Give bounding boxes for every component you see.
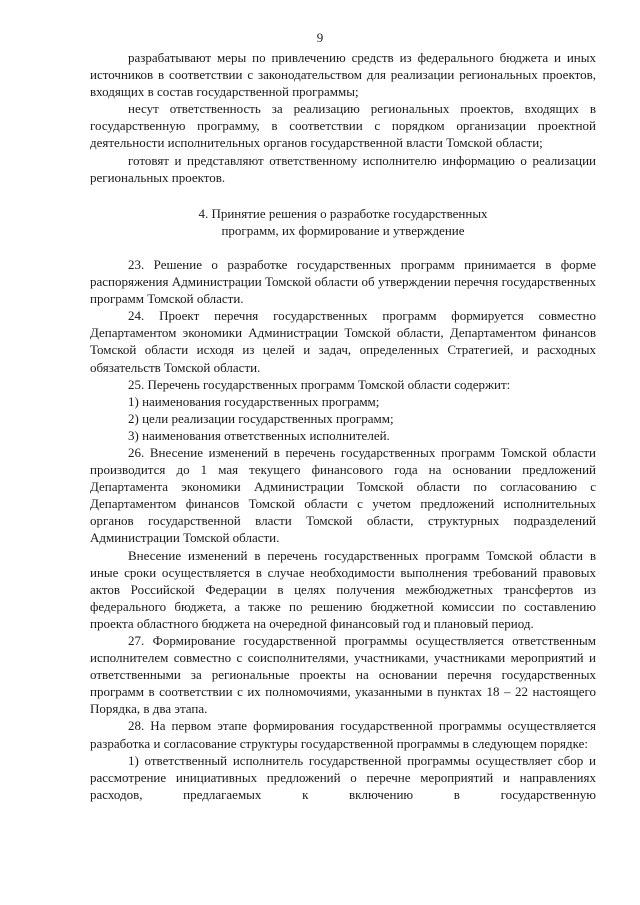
- paragraph: 26. Внесение изменений в перечень государственных программ Томской области производится до 1 мая текущего финансового года на основании предложений Департамента экономики Администрации Томской области по согласованию с Департаментом финансов Томской области с учетом предложений исполнительных органов государственной власти Томской области, структурных подразделений Администрации Томской области.: [90, 444, 596, 546]
- paragraph: 25. Перечень государственных программ Томской области содержит:: [128, 376, 511, 392]
- paragraph: готовят и представляют ответственному исполнителю информацию о реализации региональных проектов.: [90, 152, 596, 185]
- page-number: 9: [316, 30, 324, 45]
- list-item: 3) наименования ответственных исполнителей.: [128, 427, 390, 443]
- paragraph: разрабатывают меры по привлечению средств из федерального бюджета и иных источников в соответствии с законодательством для реализации региональных проектов, входящих в состав государственной программы;: [90, 50, 596, 100]
- section-heading-line-1: 4. Принятие решения о разработке государственных: [198, 205, 488, 221]
- section-heading: [90, 205, 596, 239]
- paragraph: несут ответственность за реализацию региональных проектов, входящих в государственную программу, в соответствии с порядком организации проектной деятельности исполнительных органов государственной власти Томской области;: [90, 101, 596, 151]
- paragraph: Внесение изменений в перечень государственных программ Томской области в иные сроки осуществляется в случае необходимости выполнения требований правовых актов Российской Федерации в целях получения межбюджетных трансфертов из федерального бюджета, а также по решению бюджетной комиссии по составлению проекта областного бюджета на очередной финансовый год и плановый период.: [90, 547, 596, 631]
- paragraph: 1) ответственный исполнитель государственной программы осуществляет сбор и рассмотрение инициативных предложений о перечне мероприятий и направлениях расходов, предлагаемых к включению в государственную: [90, 752, 596, 802]
- list-item: 2) цели реализации государственных программ;: [128, 410, 394, 426]
- document-body: [90, 49, 596, 803]
- paragraph: 24. Проект перечня государственных программ формируется совместно Департаментом экономики Администрации Томской области, Департаментом финансов Томской области исходя из целей и задач, определенных Стратегией, и расходных обязательств Томской области.: [90, 308, 596, 375]
- section-heading-line-2: программ, их формирование и утверждение: [221, 222, 465, 238]
- paragraph: 23. Решение о разработке государственных программ принимается в форме распоряжения Администрации Томской области об утверждении перечня государственных программ Томской области.: [90, 256, 596, 307]
- paragraph: 27. Формирование государственной программы осуществляется ответственным исполнителем совместно с соисполнителями, участниками, участниками мероприятий и ответственными за региональные проекты на основании перечня государственных программ в соответствии с их полномочиями, указанными в пунктах 18 – 22 настоящего Порядка, в два этапа.: [90, 633, 596, 717]
- paragraph: 28. На первом этапе формирования государственной программы осуществляется разработка и согласование структуры государственной программы в следующем порядке:: [90, 718, 596, 751]
- list-item: 1) наименования государственных программ;: [128, 393, 380, 409]
